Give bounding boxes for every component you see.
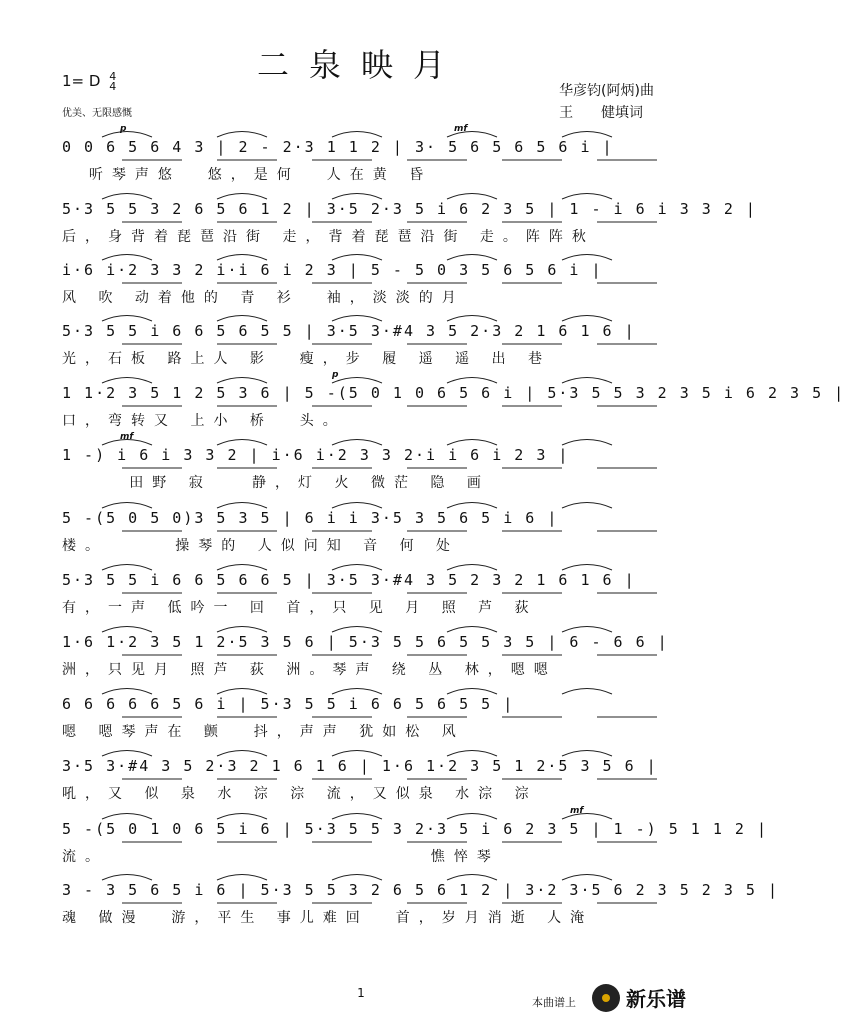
slur — [102, 194, 152, 200]
slur-marks — [62, 188, 662, 200]
slur-marks — [62, 869, 662, 881]
slur — [217, 316, 267, 322]
lyrics-line: 嗯 嗯琴声在 颤 抖，声声 犹如松 风 — [62, 724, 465, 740]
notation-line: i·6 i·2 3 3 2 i·i 6 i 2 3 | 5 - 5 0 3 5 6 5 6 i | — [62, 261, 603, 279]
time-bottom: 4 — [109, 80, 117, 93]
slur — [562, 378, 612, 384]
slur — [447, 751, 497, 757]
slur — [217, 689, 267, 695]
slur-marks — [62, 434, 662, 446]
notation-line: 5·3 5 5 i 6 6 5 6 5 5 | 3·5 3·#4 3 5 2·3 2 1 6 1 6 | — [62, 322, 636, 340]
slur-marks — [62, 310, 662, 322]
slur — [562, 627, 612, 633]
dynamic-marking: mf — [120, 432, 134, 442]
lyrics-line: 有，一声 低吟一 回 首，只 见 月 照 芦 荻 — [62, 600, 538, 616]
slur-marks — [62, 249, 662, 261]
notation-line: 1 1·2 3 5 1 2 5 3 6 | 5 -(5 0 1 0 6 5 6 i | 5·3 5 5 3 2 3 5 i 6 2 3 5 | — [62, 384, 845, 402]
slur — [562, 503, 612, 509]
slur — [332, 814, 382, 820]
site-logo — [592, 983, 686, 1012]
slur — [332, 440, 382, 446]
slur-marks — [62, 745, 662, 757]
lyrics-line: 听琴声悠 悠，是何 人在黄 昏 — [62, 167, 433, 183]
slur — [447, 255, 497, 261]
slur — [217, 378, 267, 384]
slur — [102, 814, 152, 820]
slur-marks — [62, 559, 662, 571]
slur-marks — [62, 621, 662, 633]
lyrics-line: 风 吹 动着他的 青 衫 袖，淡淡的月 — [62, 290, 465, 306]
slur — [562, 689, 612, 695]
slur — [562, 132, 612, 138]
notation-line: 3·5 3·#4 3 5 2·3 2 1 6 1 6 | 1·6 1·2 3 5 1 2·5 3 5 6 | — [62, 757, 658, 775]
slur — [332, 751, 382, 757]
slur-marks — [62, 497, 662, 509]
slur — [102, 627, 152, 633]
lyrics-line: 洲，只见月 照芦 荻 洲。琴声 绕 丛 林，嗯嗯 — [62, 662, 557, 678]
dynamic-marking: mf — [454, 124, 468, 134]
source-label: 本曲谱上 — [532, 996, 576, 1009]
slur — [102, 565, 152, 571]
site-name: 新乐谱 — [626, 987, 686, 1011]
slur — [102, 503, 152, 509]
slur — [447, 316, 497, 322]
slur — [332, 689, 382, 695]
slur — [562, 316, 612, 322]
lyrics-line: 吼，又 似 泉 水 淙 淙 流，又似泉 水淙 淙 — [62, 786, 538, 802]
slur — [562, 440, 612, 446]
slur — [332, 378, 382, 384]
slur — [217, 132, 267, 138]
slur — [332, 565, 382, 571]
slur — [217, 255, 267, 261]
slur — [447, 689, 497, 695]
slur — [562, 751, 612, 757]
slur — [217, 751, 267, 757]
dynamic-marking: p — [332, 370, 339, 380]
notation-line: 1 -) i 6 i 3 3 2 | i·6 i·2 3 3 2·i i 6 i 2 3 | — [62, 446, 570, 464]
slur — [447, 194, 497, 200]
slur — [332, 503, 382, 509]
slur — [447, 875, 497, 881]
lyrics-line: 田野 寂 静，灯 火 微茫 隐 画 — [62, 475, 490, 491]
slur-marks — [62, 372, 662, 384]
slur-marks — [62, 683, 662, 695]
slur — [332, 194, 382, 200]
lyrics-line: 光，石板 路上人 影 瘦，步 履 遥 遥 出 巷 — [62, 351, 552, 367]
slur — [447, 378, 497, 384]
slur — [102, 255, 152, 261]
notation-line: 1·6 1·2 3 5 1 2·5 3 5 6 | 5·3 5 5 6 5 5 3 5 | 6 - 6 6 | — [62, 633, 669, 651]
slur — [332, 132, 382, 138]
slur — [102, 378, 152, 384]
record-disc-icon — [592, 984, 620, 1012]
slur — [217, 814, 267, 820]
composer: 华彦钧(阿炳)曲 — [559, 83, 654, 99]
slur — [102, 875, 152, 881]
notation-line: 5 -(5 0 1 0 6 5 i 6 | 5·3 5 5 3 2·3 5 i 6 2 3 5 | 1 -) 5 1 1 2 | — [62, 820, 768, 838]
slur — [217, 627, 267, 633]
slur — [217, 875, 267, 881]
key-label: 1= D — [62, 72, 101, 90]
slur — [102, 316, 152, 322]
slur — [102, 132, 152, 138]
slur — [217, 194, 267, 200]
lyrics-line: 口，弯转又 上小 桥 头。 — [62, 413, 346, 429]
slur — [217, 565, 267, 571]
slur — [217, 503, 267, 509]
slur — [102, 689, 152, 695]
dynamic-marking: p — [120, 124, 127, 134]
slur — [332, 316, 382, 322]
slur — [562, 255, 612, 261]
credits — [559, 80, 654, 124]
key-signature — [62, 72, 116, 92]
slur — [102, 751, 152, 757]
notation-line: 5·3 5 5 3 2 6 5 6 1 2 | 3·5 2·3 5 i 6 2 3 5 | 1 - i 6 i 3 3 2 | — [62, 200, 757, 218]
lyrics-line: 楼。 操琴的 人似问知 音 何 处 — [62, 538, 460, 554]
slur — [562, 875, 612, 881]
slur — [332, 255, 382, 261]
slur — [447, 440, 497, 446]
slur — [332, 875, 382, 881]
slur — [447, 503, 497, 509]
page-title: 二泉映月 — [256, 46, 465, 84]
slur — [447, 565, 497, 571]
slur — [562, 194, 612, 200]
notation-line: 6 6 6 6 6 5 6 i | 5·3 5 5 i 6 6 5 6 5 5 | — [62, 695, 515, 713]
lyricist: 王 健填词 — [559, 105, 644, 121]
notation-line: 0 0 6 5 6 4 3 | 2 - 2·3 1 1 2 | 3· 5 6 5 6 5 6 i | — [62, 138, 614, 156]
slur — [217, 440, 267, 446]
slur — [562, 565, 612, 571]
page-number: 1 — [357, 986, 365, 1000]
lyrics-line: 后，身背着琵琶沿街 走，背着琵琶沿街 走。阵阵秋 — [62, 229, 595, 245]
tempo-marking: 优美、无限感慨 — [62, 108, 132, 119]
notation-line: 5·3 5 5 i 6 6 5 6 6 5 | 3·5 3·#4 3 5 2 3 2 1 6 1 6 | — [62, 571, 636, 589]
notation-line: 3 - 3 5 6 5 i 6 | 5·3 5 5 3 2 6 5 6 1 2 | 3·2 3·5 6 2 3 5 2 3 5 | — [62, 881, 779, 899]
lyrics-line: 流。 憔悴琴 — [62, 849, 500, 865]
slur-marks — [62, 126, 662, 138]
lyrics-line: 魂 做漫 游，平生 事儿难回 首，岁月消逝 人淹 — [62, 910, 594, 926]
time-signature — [109, 72, 116, 92]
notation-line: 5 -(5 0 5 0)3 5 3 5 | 6 i i 3·5 3 5 6 5 i 6 | — [62, 509, 559, 527]
slur — [332, 627, 382, 633]
slur — [447, 814, 497, 820]
slur — [447, 627, 497, 633]
dynamic-marking: mf — [570, 806, 584, 816]
time-top: 4 — [109, 70, 117, 83]
